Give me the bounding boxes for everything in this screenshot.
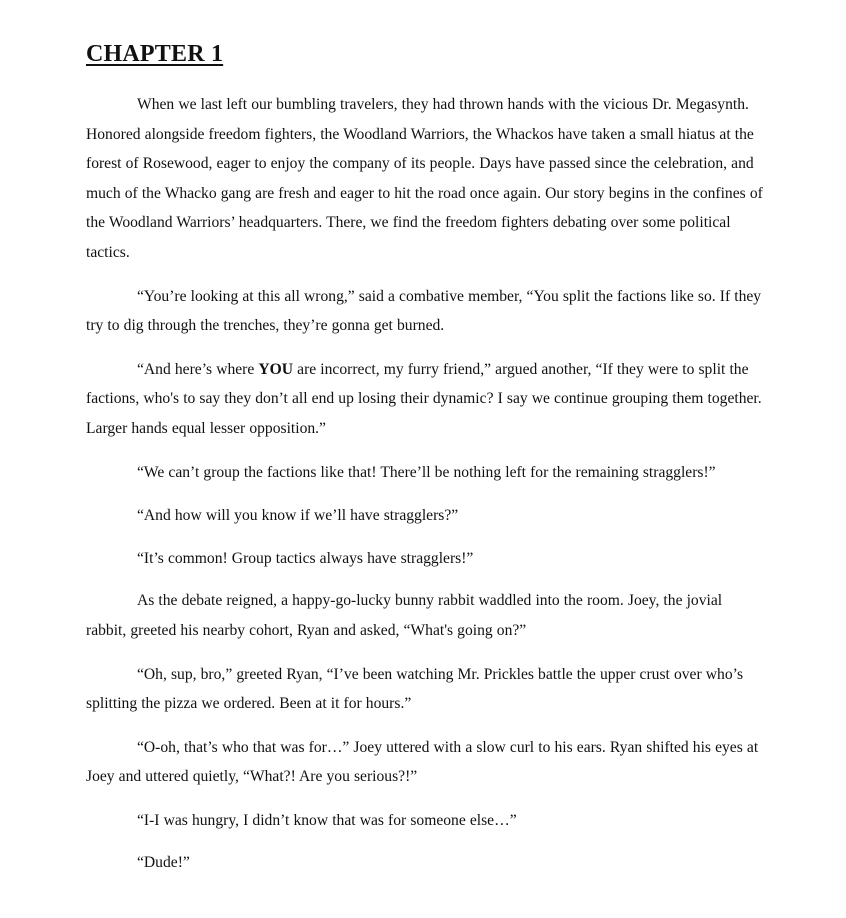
- paragraph-3-emphasis: YOU: [258, 360, 294, 378]
- paragraph-1: When we last left our bumbling travelers, they had thrown hands with the vicious Dr. Megasynth. Honored alongside freedom fighters, the Woodland Warriors, the Whackos have taken a small hiatus at the forest of Rosewood, eager to enjoy the company of its people. Days have passed since the celebration, and much of the Whacko gang are fresh and eager to hit the road once again. Our story begins in the confines of the Woodland Warriors’ headquarters. There, we find the freedom fighters debating over some political tactics.: [86, 96, 763, 261]
- paragraph-7: As the debate reigned, a happy-go-lucky bunny rabbit waddled into the room. Joey, the jovial rabbit, greeted his nearby cohort, Ryan and asked, “What's going on?”: [86, 592, 723, 639]
- paragraph-3: [86, 355, 766, 444]
- paragraph-2: “You’re looking at this all wrong,” said a combative member, “You split the factions like so. If they try to dig through the trenches, they’re gonna get burned.: [86, 287, 762, 335]
- paragraph-3-before: “And here’s where: [137, 360, 259, 378]
- paragraph-5: “And how will you know if we’ll have stragglers?”: [137, 507, 459, 525]
- paragraph-10: “I-I was hungry, I didn’t know that was for someone else…”: [137, 811, 517, 829]
- paragraph-8: “Oh, sup, bro,” greeted Ryan, “I’ve been watching Mr. Prickles battle the upper crust over who’s splitting the pizza we ordered. Been at it for hours.”: [86, 665, 744, 713]
- paragraph-11: “Dude!”: [137, 854, 190, 872]
- paragraph-4: “We can’t group the factions like that! There’ll be nothing left for the remaining stragglers!”: [137, 463, 716, 481]
- paragraph-9: “O-oh, that’s who that was for…” Joey uttered with a slow curl to his ears. Ryan shifted his eyes at Joey and uttered quietly, “What?! Are you serious?!”: [86, 738, 759, 786]
- paragraph-6: “It’s common! Group tactics always have stragglers!”: [137, 549, 474, 567]
- chapter-title: CHAPTER 1: [86, 41, 224, 67]
- paragraph-3-after: are incorrect, my furry friend,” argued another, “If they were to split the factions, who's to say they don’t all end up losing their dynamic? I say we continue grouping them together. Larger hands equal lesser opposition.”: [86, 360, 762, 437]
